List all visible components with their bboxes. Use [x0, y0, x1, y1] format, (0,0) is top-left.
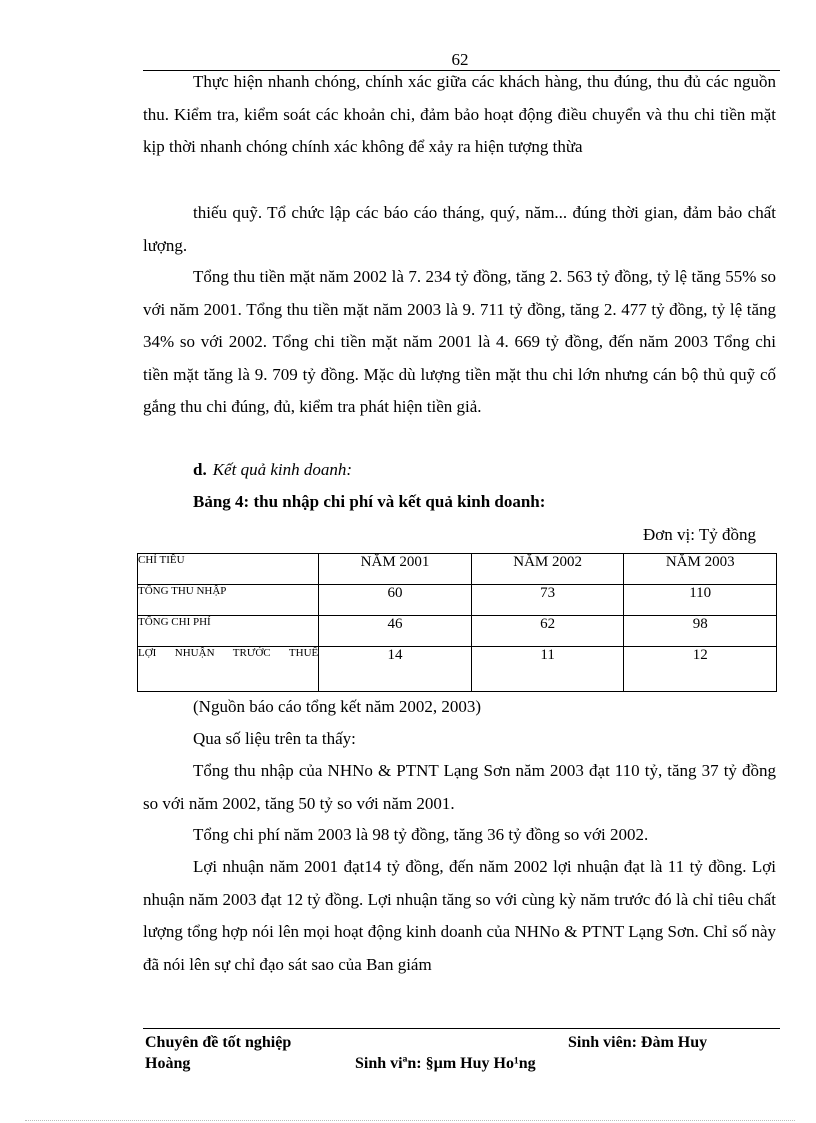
section-heading-d [193, 460, 352, 480]
bottom-dotted-border [25, 1120, 795, 1121]
paragraph-5: Lợi nhuận năm 2001 đạt14 tỷ đồng, đến năm 2002 lợi nhuận đạt là 11 tỷ đồng. Lợi nhuận năm 2003 đạt 12 tỷ đồng. Lợi nhuận tăng so với cùng kỳ năm trước đó là chỉ tiêu chất lượng tổng hợp nói lên mọi hoạt động kinh doanh của NHNo & PTNT Lạng Sơn. Chỉ số này đã nói lên sự chỉ đạo sát sao của Ban giám [143, 857, 776, 974]
table-cell: 12 [624, 647, 777, 692]
footer-student-garbled: Sinh viªn: §µm Huy Ho¹ng [355, 1055, 536, 1072]
paragraph-2: thiếu quỹ. Tổ chức lập các báo cáo tháng, quý, năm... đúng thời gian, đảm bảo chất lượng. [143, 203, 776, 255]
table-row [138, 585, 777, 616]
table-header-row [138, 554, 777, 585]
table-cell: 11 [471, 647, 624, 692]
unit-label: Đơn vị: Tỷ đồng [642, 525, 756, 544]
header-cell: CHỈ TIÊU [138, 554, 319, 585]
table-cell: 73 [471, 585, 624, 616]
paragraph-1: Thực hiện nhanh chóng, chính xác giữa các khách hàng, thu đúng, thu đủ các nguồn thu. Kiểm tra, kiểm soát các khoản chi, đảm bảo hoạt động điều chuyển và thu chi tiền mặt kịp thời nhanh chóng chính xác không để xảy ra hiện tượng thừa [143, 72, 776, 156]
table-row [138, 647, 777, 692]
section-title: Kết quả kinh doanh: [212, 460, 353, 479]
footer-name-cont: Hoàng [145, 1055, 191, 1072]
table-cell: 98 [624, 616, 777, 647]
table-cell: 46 [319, 616, 472, 647]
row-label: TỔNG CHI PHÍ [138, 616, 319, 647]
table-cell: 14 [319, 647, 472, 692]
table-cell: 62 [471, 616, 624, 647]
header-cell: NĂM 2001 [319, 554, 472, 585]
paragraph-4: Tổng thu nhập của NHNo & PTNT Lạng Sơn năm 2003 đạt 110 tỷ, tăng 37 tỷ đồng so với năm 2002, tăng 50 tỷ so với năm 2001. [143, 761, 776, 813]
page-number: 62 [451, 50, 469, 69]
header-cell: NĂM 2003 [624, 554, 777, 585]
table-title: Bảng 4: thu nhập chi phí và kết quả kinh doanh: [193, 492, 546, 511]
intro-line: Qua số liệu trên ta thấy: [193, 729, 356, 748]
income-cost-table [137, 553, 777, 692]
paragraph-3: Tổng thu tiền mặt năm 2002 là 7. 234 tỷ đồng, tăng 2. 563 tỷ đồng, tỷ lệ tăng 55% so với năm 2001. Tổng thu tiền mặt năm 2003 là 9. 711 tỷ đồng, tăng 2. 477 tỷ đồng, tỷ lệ tăng 34% so với 2002. Tổng chi tiền mặt năm 2001 là 4. 669 tỷ đồng, đến năm 2003 Tổng chi tiền mặt tăng là 9. 709 tỷ đồng. Mặc dù lượng tiền mặt thu chi lớn nhưng cán bộ thủ quỹ cố gắng thu chi đúng, đủ, kiểm tra phát hiện tiền giả. [143, 267, 776, 416]
footer-rule [143, 1028, 780, 1029]
table-cell: 60 [319, 585, 472, 616]
cost-line: Tổng chi phí năm 2003 là 98 tỷ đồng, tăng 36 tỷ đồng so với 2002. [193, 825, 649, 844]
row-label: TỔNG THU NHẬP [138, 585, 319, 616]
header-cell: NĂM 2002 [471, 554, 624, 585]
footer-student: Sinh viên: Đàm Huy [568, 1034, 708, 1051]
table-cell: 110 [624, 585, 777, 616]
section-letter: d. [193, 460, 207, 479]
table-row [138, 616, 777, 647]
source-note: (Nguồn báo cáo tổng kết năm 2002, 2003) [193, 697, 481, 716]
footer-course: Chuyên đề tốt nghiệp [145, 1034, 292, 1051]
row-label: LỢI NHUẬN TRƯỚC THUẾ [138, 647, 319, 692]
